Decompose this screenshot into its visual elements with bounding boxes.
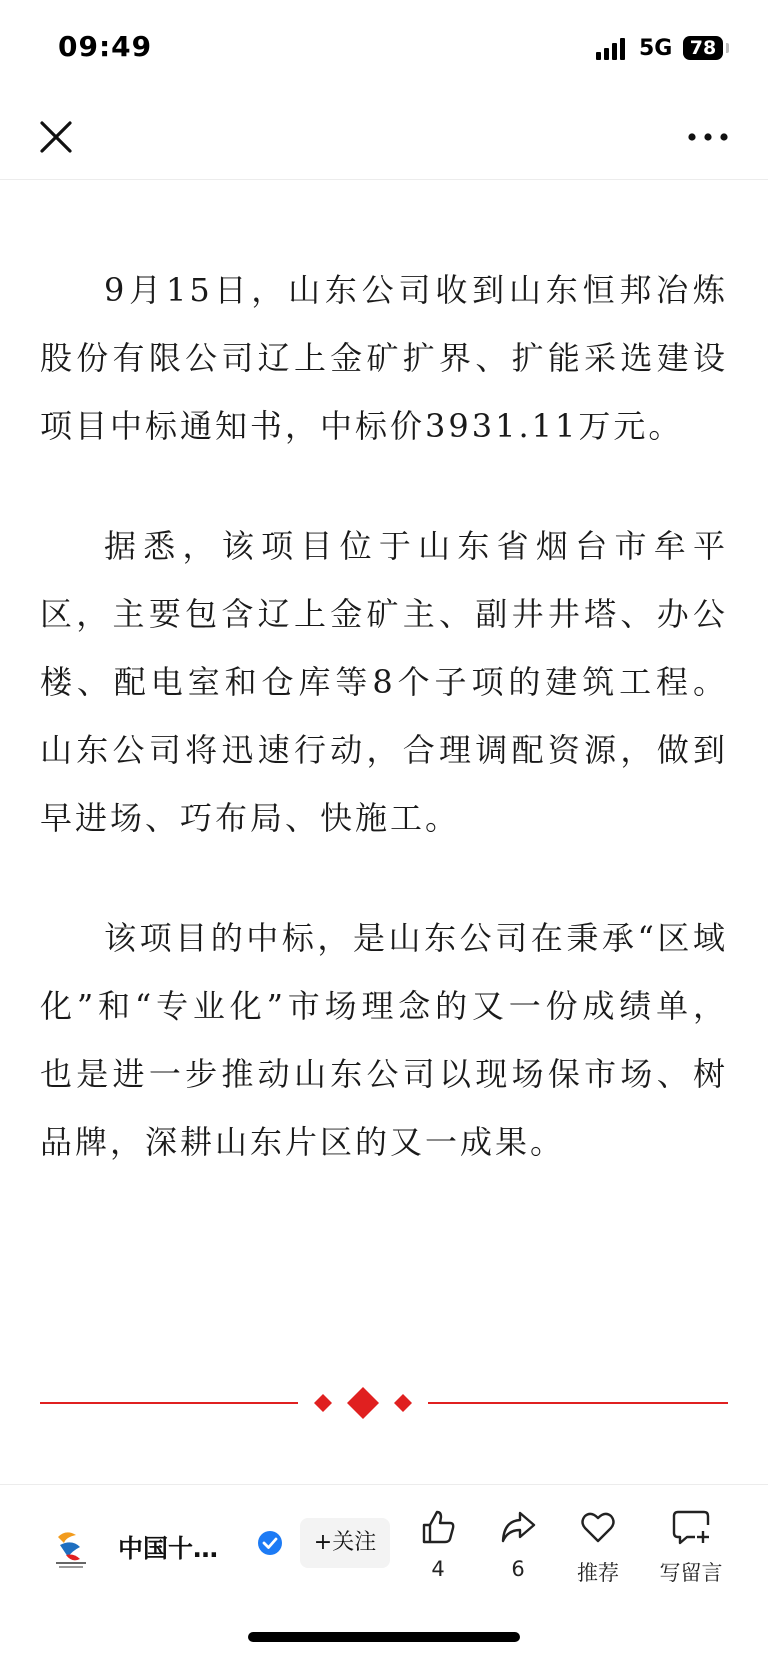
share-count: 6 — [511, 1557, 525, 1581]
account-logo[interactable] — [50, 1527, 92, 1569]
nav-bar — [0, 95, 768, 180]
account-name[interactable]: 中国十… — [118, 1534, 219, 1563]
verified-badge-icon — [256, 1529, 284, 1557]
close-icon — [32, 113, 80, 161]
status-time: 09:49 — [58, 30, 153, 63]
battery-tip — [726, 43, 729, 53]
like-button[interactable] — [398, 1507, 478, 1581]
share-button[interactable] — [478, 1507, 558, 1581]
signal-icon — [596, 38, 628, 60]
article-paragraph-3: 该项目的中标，是山东公司在秉承“区域化”和“专业化”市场理念的又一份成绩单，也是进一步推动山东公司以现场保市场、树品牌，深耕山东片区的又一成果。 — [40, 919, 728, 1161]
status-bar — [0, 0, 768, 95]
bottom-action-bar — [0, 1485, 768, 1615]
recommend-label: 推荐 — [577, 1561, 619, 1585]
close-button[interactable] — [32, 113, 80, 161]
home-indicator[interactable] — [248, 1632, 520, 1642]
article-body — [40, 256, 728, 1228]
heart-icon — [578, 1507, 618, 1547]
article-paragraph-2: 据悉，该项目位于山东省烟台市牟平区，主要包含辽上金矿主、副井井塔、办公楼、配电室和仓库等8个子项的建筑工程。山东公司将迅速行动，合理调配资源，做到早进场、巧布局、快施工。 — [40, 527, 728, 837]
follow-button[interactable]: +关注 — [300, 1518, 390, 1568]
article-paragraph-1: 9月15日，山东公司收到山东恒邦冶炼股份有限公司辽上金矿扩界、扩能采选建设项目中标通知书，中标价3931.11万元。 — [40, 271, 728, 445]
write-comment-label: 写留言 — [659, 1561, 723, 1585]
decorative-divider — [40, 1378, 728, 1428]
thumbs-up-icon — [418, 1507, 458, 1547]
more-icon — [680, 113, 736, 161]
recommend-button[interactable] — [558, 1507, 638, 1587]
write-comment-button[interactable] — [651, 1507, 731, 1587]
more-options-button[interactable] — [680, 113, 736, 161]
like-count: 4 — [431, 1557, 445, 1581]
share-icon — [498, 1507, 538, 1547]
network-type: 5G — [639, 36, 673, 61]
battery-icon: 78 — [683, 36, 723, 60]
comment-icon — [671, 1507, 711, 1547]
